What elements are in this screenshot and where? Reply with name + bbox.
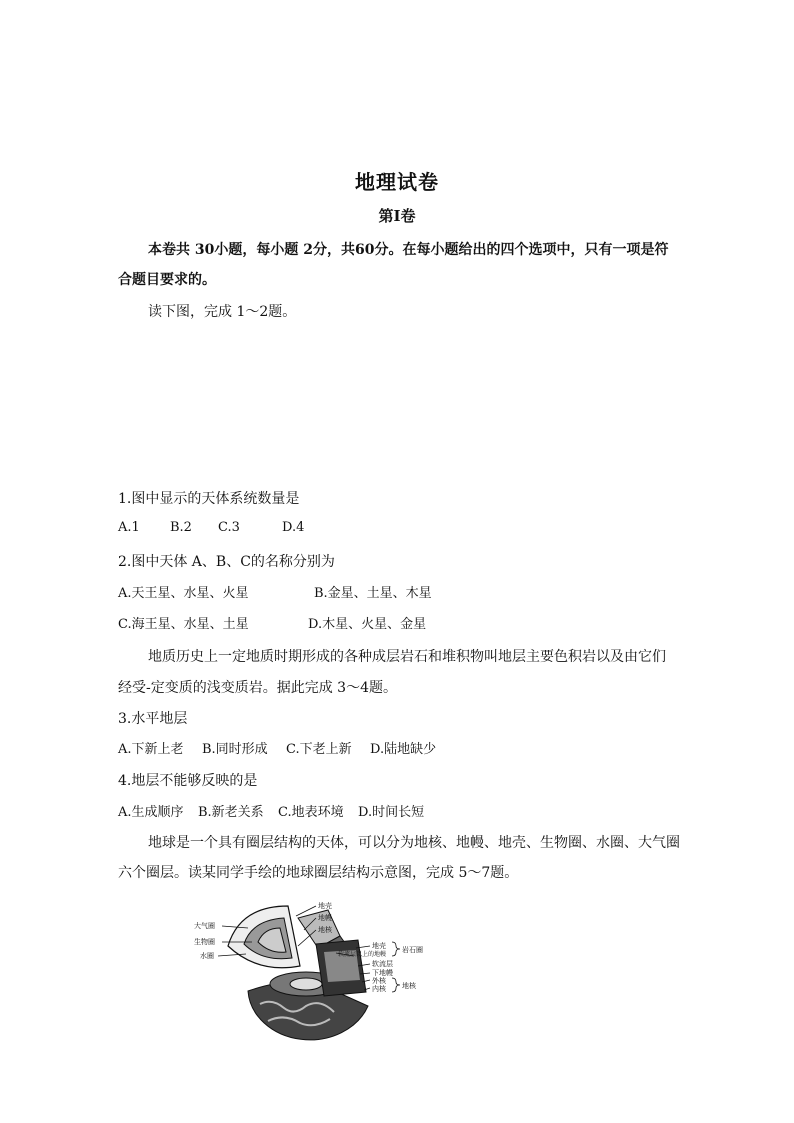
label-asthenosphere: 软流层 bbox=[372, 960, 393, 968]
option-b: B.2 bbox=[170, 520, 192, 535]
question-2-stem: 2.图中天体 A、B、C的名称分别为 bbox=[118, 554, 335, 570]
option-b: B.金星、土星、木星 bbox=[314, 586, 432, 601]
label-crust-right: 地壳 bbox=[372, 942, 386, 950]
label-core-brace: 地核 bbox=[402, 982, 416, 990]
label-mantle-top: 地幔 bbox=[318, 914, 332, 922]
option-c: C.海王星、水星、土星 bbox=[118, 617, 249, 632]
option-b: B.同时形成 bbox=[202, 742, 268, 757]
label-hydrosphere: 水圈 bbox=[200, 952, 214, 960]
passage-2-line-1: 地质历史上一定地质时期形成的各种成层岩石和堆积物叫地层主要色积岩以及由它们 bbox=[148, 649, 666, 665]
option-c: C.地表环境 bbox=[278, 805, 344, 820]
option-c: C.3 bbox=[218, 520, 240, 535]
instructions-line-1: 本卷共 30小题，每小题 2分，共60分。在每小题给出的四个选项中，只有一项是符 bbox=[148, 242, 669, 258]
label-inner-core: 内核 bbox=[372, 985, 386, 993]
question-1-stem: 1.图中显示的天体系统数量是 bbox=[118, 491, 300, 507]
option-d: D.木星、火星、金星 bbox=[308, 617, 427, 632]
option-b: B.新老关系 bbox=[198, 805, 264, 820]
passage-3-line-1: 地球是一个具有圈层结构的天体，可以分为地核、地幔、地壳、生物圈、水圈、大气圈 bbox=[148, 835, 680, 851]
question-4-stem: 4.地层不能够反映的是 bbox=[118, 773, 258, 789]
label-lithosphere: 岩石圈 bbox=[402, 946, 423, 954]
inner-core-cut bbox=[290, 978, 322, 990]
option-d: D.时间长短 bbox=[358, 805, 425, 820]
intro-1: 读下图，完成 1～2题。 bbox=[148, 304, 297, 320]
label-upper-mantle: 软流层以上的地幔 bbox=[338, 951, 387, 958]
instructions-line-2: 合题目要求的。 bbox=[118, 272, 216, 288]
passage-3-line-2: 六个圈层。读某同学手绘的地球圈层结构示意图，完成 5～7题。 bbox=[118, 865, 519, 881]
option-a: A.生成顺序 bbox=[118, 805, 184, 820]
section-title: 第Ⅰ卷 bbox=[378, 207, 416, 225]
option-c: C.下老上新 bbox=[286, 742, 352, 757]
label-crust-top: 地壳 bbox=[318, 902, 332, 910]
question-3-stem: 3.水平地层 bbox=[118, 711, 188, 727]
earth-layers-figure bbox=[188, 896, 448, 1046]
label-atmosphere: 大气圈 bbox=[194, 922, 215, 930]
option-a: A.天王星、水星、火星 bbox=[118, 586, 249, 601]
option-d: D.陆地缺少 bbox=[370, 742, 437, 757]
option-d: D.4 bbox=[282, 520, 305, 535]
label-outer-core: 外核 bbox=[372, 977, 386, 985]
passage-2-line-2: 经受-定变质的浅变质岩。据此完成 3～4题。 bbox=[118, 680, 397, 696]
brace-lithosphere bbox=[392, 942, 400, 956]
option-a: A.1 bbox=[118, 520, 140, 535]
label-lower-mantle: 下地幔 bbox=[372, 969, 393, 977]
brace-core bbox=[392, 978, 400, 992]
page-title: 地理试卷 bbox=[355, 170, 439, 194]
option-a: A.下新上老 bbox=[118, 742, 184, 757]
label-biosphere: 生物圈 bbox=[194, 938, 215, 946]
label-core-top: 地核 bbox=[318, 926, 332, 934]
